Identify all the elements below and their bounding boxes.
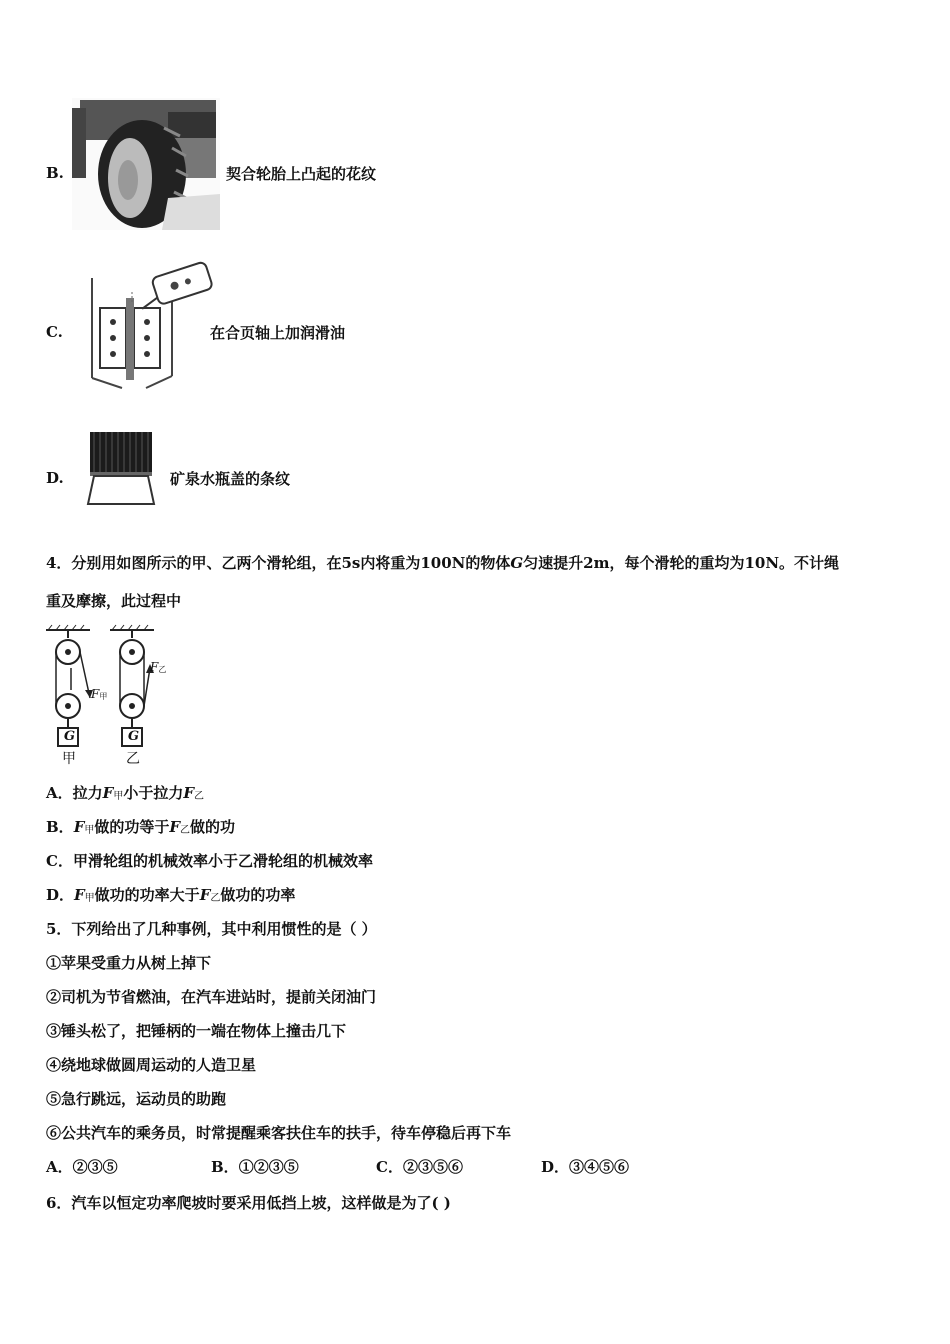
q4-option-c: C．甲滑轮组的机械效率小于乙滑轮组的机械效率 <box>46 852 373 870</box>
q5-item-6: ⑥公共汽车的乘务员，时常提醒乘客扶住车的扶手，待车停稳后再下车 <box>46 1124 512 1142</box>
q5-item-1: ①苹果受重力从树上掉下 <box>46 954 212 972</box>
bottle-cap-image <box>84 430 158 506</box>
tractor-tire-image <box>72 98 220 230</box>
figure-force-yi: F乙 <box>150 660 167 674</box>
q4-stem-line1: 4．分别用如图所示的甲、乙两个滑轮组，在5s内将重为100N的物体G匀速提升2m，每个滑轮的重均为10N。不计绳 <box>46 554 840 572</box>
q5-choice-b: B．①②③⑤ <box>211 1158 299 1176</box>
figure-label-yi: 乙 <box>126 751 140 767</box>
q6-stem: 6．汽车以恒定功率爬坡时要采用低挡上坡，这样做是为了( ) <box>46 1194 451 1212</box>
option-c-caption: 在合页轴上加润滑油 <box>210 324 346 342</box>
q5-item-5: ⑤急行跳远，运动员的助跑 <box>46 1090 227 1108</box>
q5-item-3: ③锤头松了，把锤柄的一端在物体上撞击几下 <box>46 1022 347 1040</box>
q5-item-4: ④绕地球做圆周运动的人造卫星 <box>46 1056 257 1074</box>
option-b-caption: 契合轮胎上凸起的花纹 <box>226 165 377 183</box>
option-d-letter: D. <box>46 469 64 487</box>
figure-label-jia: 甲 <box>62 751 76 767</box>
q4-option-a: A．拉力F甲小于拉力F乙 <box>46 784 204 802</box>
oiling-hinge-image <box>76 258 216 392</box>
option-d-caption: 矿泉水瓶盖的条纹 <box>170 470 291 488</box>
q4-option-d: D．F甲做功的功率大于F乙做功的功率 <box>46 886 296 904</box>
figure-load-label-right: G <box>128 729 140 744</box>
q5-stem: 5．下列给出了几种事例，其中利用惯性的是（ ） <box>46 920 377 938</box>
figure-load-label-left: G <box>64 729 76 744</box>
q5-item-2: ②司机为节省燃油，在汽车进站时，提前关闭油门 <box>46 988 377 1006</box>
q5-choice-a: A．②③⑤ <box>46 1158 118 1176</box>
q5-choice-c: C．②③⑤⑥ <box>376 1158 463 1176</box>
q4-stem-line2: 重及摩擦，此过程中 <box>46 592 182 610</box>
option-b-letter: B. <box>46 164 64 182</box>
pulley-figure <box>40 624 180 768</box>
q4-option-b: B．F甲做的功等于F乙做的功 <box>46 818 236 836</box>
option-c-letter: C. <box>46 323 63 341</box>
q5-choice-d: D．③④⑤⑥ <box>541 1158 630 1176</box>
figure-force-jia: F甲 <box>91 687 108 701</box>
